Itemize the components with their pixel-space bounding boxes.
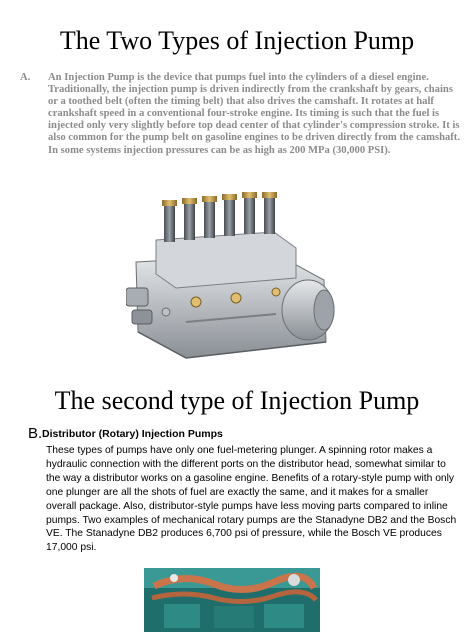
slide-2: [0, 372, 474, 632]
engine-photo: [144, 568, 320, 632]
slide-2-title: The second type of Injection Pump: [54, 386, 420, 415]
section-b-text: These types of pumps have only one fuel-metering plunger. A spinning rotor makes a hydraulic connection with the different ports on the distributor head, somewhat similar to the way a distributor works on a gasoline engine. Benefits of a rotary-style pump with only one plunger are all the shots of fuel are exactly the same, and it makes for a smaller overall package. Also, distributor-style pumps have less moving parts compared to inline pumps. Two examples of mechanical rotary pumps are the Stanadyne DB2 and the Bosch VE. The Stanadyne DB2 produces 6,700 psi of pressure, while the Bosch VE produces 17,000 psi.: [46, 445, 457, 554]
paragraph-a-text: An Injection Pump is the device that pumps fuel into the cylinders of a diesel engine. Traditionally, the injection pump is driven indirectly from the crankshaft by gears, chains or a toothed belt (often the timing belt) that also drives the camshaft. It rotates at half crankshaft speed in a conventional four-stroke engine. Its timing is such that the fuel is injected only very slightly before top dead center of that cylinder's compression stroke. It is also common for the pump belt on gasoline engines to be driven directly from the camshaft. In some systems injection pressures can be as high as 200 MPa (30,000 PSI).: [48, 72, 460, 156]
inline-injection-pump-photo: [126, 192, 338, 362]
list-marker-b: B.: [28, 425, 43, 442]
list-marker-a: A.: [20, 72, 31, 83]
paragraph-a: [20, 72, 460, 157]
slide-1-title: The Two Types of Injection Pump: [59, 26, 415, 55]
section-b-heading: Distributor (Rotary) Injection Pumps: [42, 428, 223, 440]
